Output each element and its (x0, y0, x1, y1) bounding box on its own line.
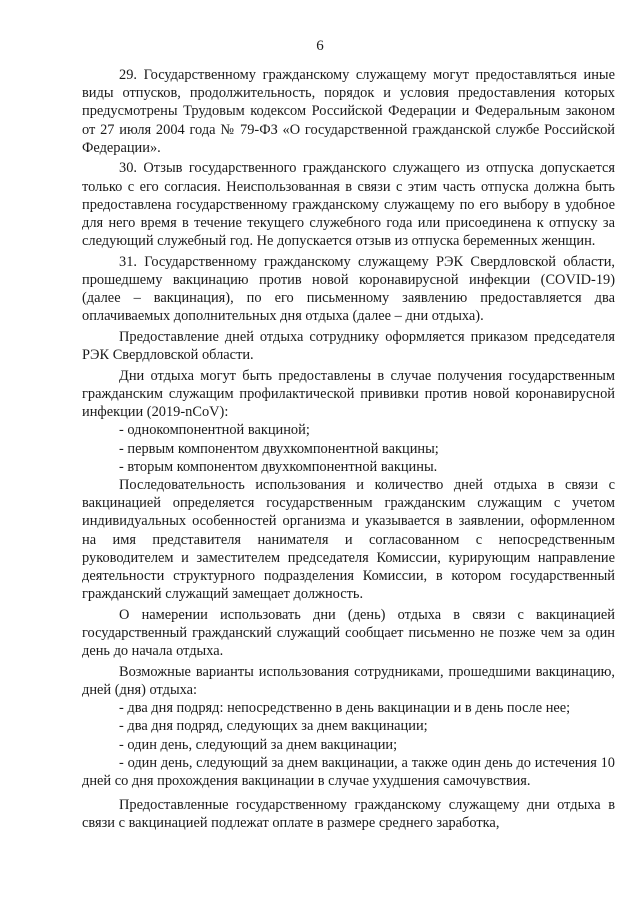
list-item-vaccine-1: - однокомпонентной вакциной; (119, 422, 310, 439)
paragraph-notice: О намерении использовать дни (день) отдыха в связи с вакцинацией государственный гражданский служащий сообщает письменно не позже чем за один день до начала отдыха. (82, 606, 615, 660)
page-number: 6 (316, 38, 324, 54)
paragraph-sequence: Последовательность использования и количество дней отдыха в связи с вакцинацией определяется государственным гражданским служащим с учетом индивидуальных особенностей организма и указывается в заявлении, оформленном на имя представителя нанимателя и согласованном с непосредственным руководителем и заместителем председателя Комиссии, курирующим направление деятельности структурного подразделения Комиссии, в котором государственный гражданский служащий замещает должность. (82, 477, 615, 603)
paragraph-31: 31. Государственному гражданскому служащему РЭК Свердловской области, прошедшему вакцинацию против новой коронавирусной инфекции (COVID-19) (далее – вакцинация), по его письменному заявлению предоставляется два оплачиваемых дополнительных дня отдыха (далее – дни отдыха). (82, 253, 615, 325)
list-item-option-2: - два дня подряд, следующих за днем вакцинации; (119, 718, 428, 735)
document-body (82, 66, 615, 833)
paragraph-29: 29. Государственному гражданскому служащему могут предоставляться иные виды отпусков, продолжительность, порядок и условия предоставления которых предусмотрены Трудовым кодексом Российской Федерации и Федеральным законом от 27 июля 2004 года № 79-ФЗ «О государственной гражданской службе Российской Федерации». (82, 67, 615, 156)
paragraph-rest-days: Дни отдыха могут быть предоставлены в случае получения государственным гражданским служащим профилактической прививки против новой коронавирусной инфекции (2019-nCoV): (82, 367, 615, 421)
paragraph-payment: Предоставленные государственному гражданскому служащему дни отдыха в связи с вакцинацией подлежат оплате в размере среднего заработка, (82, 797, 615, 832)
list-item-option-4: - один день, следующий за днем вакцинации, а также один день до истечения 10 дней со дня прохождения вакцинации в случае ухудшения самочувствия. (82, 754, 615, 790)
list-item-vaccine-3: - вторым компонентом двухкомпонентной вакцины. (119, 458, 438, 475)
paragraph-order: Предоставление дней отдыха сотруднику оформляется приказом председателя РЭК Свердловской области. (82, 329, 615, 364)
paragraph-options: Возможные варианты использования сотрудниками, прошедшими вакцинацию, дней (дня) отдыха: (82, 663, 615, 699)
list-item-option-3: - один день, следующий за днем вакцинации; (119, 736, 398, 753)
list-item-option-1: - два дня подряд: непосредственно в день вакцинации и в день после нее; (119, 700, 571, 717)
paragraph-30: 30. Отзыв государственного гражданского служащего из отпуска допускается только с его согласия. Неиспользованная в связи с этим часть отпуска должна быть предоставлена государственному гражданскому служащему по его выбору в удобное для него время в течение текущего служебного года или присоединена к отпуску за следующий служебный год. Не допускается отзыв из отпуска беременных женщин. (82, 160, 615, 250)
list-item-vaccine-2: - первым компонентом двухкомпонентной вакцины; (119, 440, 439, 457)
